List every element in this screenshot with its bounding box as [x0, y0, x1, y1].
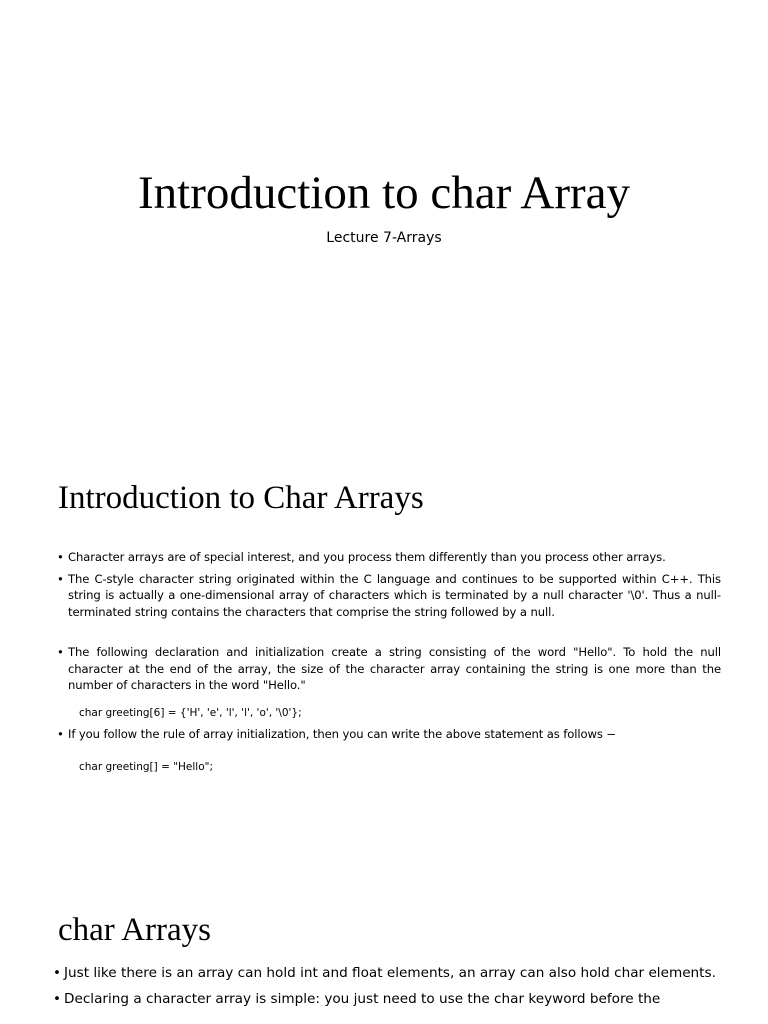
bullet-marker: •	[57, 645, 64, 659]
bullet-text: Declaring a character array is simple: you just need to use the char keyword before the	[64, 990, 661, 1007]
code-sample: char greeting[] = "Hello";	[79, 761, 214, 773]
bullet-text: If you follow the rule of array initialization, then you can write the above statement as follows −	[68, 726, 617, 741]
slide-body	[53, 964, 721, 1008]
slide-heading: char Arrays	[58, 912, 212, 948]
slide-heading: Introduction to Char Arrays	[58, 480, 424, 516]
bullet-item	[57, 549, 721, 566]
content-slide-char-arrays-intro	[0, 432, 768, 864]
content-slide-char-arrays	[0, 864, 768, 1024]
bullet-marker: •	[53, 965, 62, 981]
bullet-text: The following declaration and initialization create a string consisting of the word "Hello". To hold the null character at the end of the array, the size of the character array containing the string is one more than the number of characters in the word "Hello."	[68, 645, 721, 692]
slide-body	[57, 549, 721, 774]
slide-subtitle: Lecture 7-Arrays	[326, 230, 442, 246]
bullet-marker: •	[57, 571, 64, 586]
slide-title: Introduction to char Array	[137, 167, 631, 219]
bullet-text: Just like there is an array can hold int and float elements, an array can also hold char elements.	[64, 965, 716, 981]
bullet-item	[57, 726, 721, 743]
bullet-item	[53, 964, 721, 983]
title-slide	[0, 0, 768, 432]
bullet-marker: •	[57, 550, 64, 564]
bullet-item	[53, 990, 721, 1009]
bullet-marker: •	[57, 726, 64, 741]
bullet-text: The C-style character string originated within the C language and continues to be supported within C++. This string is actually a one-dimensional array of characters which is terminated by a null character '\0'. Thus a null-terminated string contains the characters that comprise the string followed by a null.	[68, 571, 721, 619]
bullet-item	[57, 644, 721, 694]
bullet-item	[57, 571, 721, 621]
bullet-marker: •	[53, 990, 62, 1007]
code-sample: char greeting[6] = {'H', 'e', 'l', 'l', 'o', '\0'};	[79, 706, 302, 719]
bullet-text: Character arrays are of special interest, and you process them differently than you process other arrays.	[68, 550, 666, 564]
